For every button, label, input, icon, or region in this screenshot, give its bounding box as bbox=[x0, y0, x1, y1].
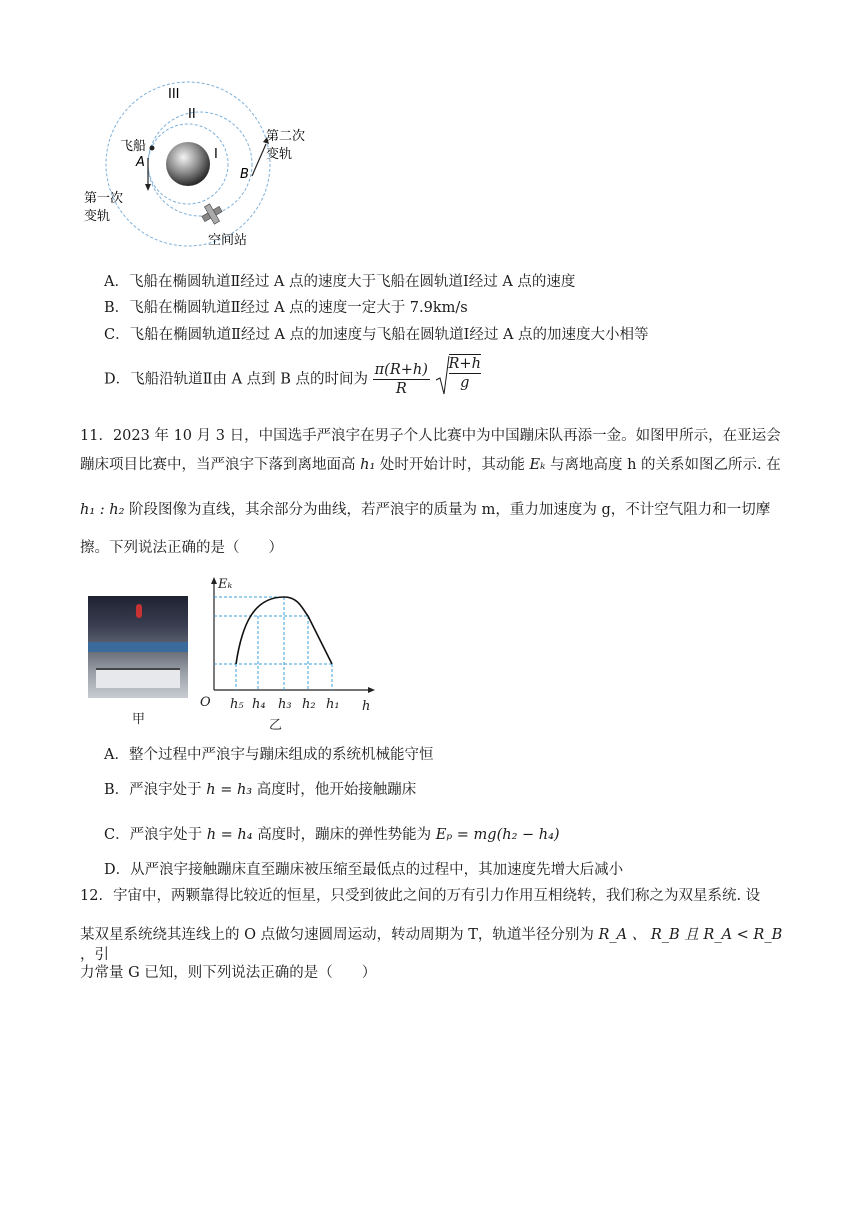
q11-line1: 11．2023 年 10 月 3 日，中国选手严浪宇在男子个人比赛中为中国蹦床队再添一金。如图甲所示，在亚运会 bbox=[80, 428, 781, 444]
x-axis-label: h bbox=[362, 699, 371, 714]
q11-line4: 擦。下列说法正确的是（ ） bbox=[80, 540, 283, 556]
photo-band bbox=[88, 642, 188, 652]
q11-opt-c-pre: C．严浪宇处于 bbox=[104, 827, 203, 843]
q11-opt-b-pre: B．严浪宇处于 bbox=[104, 782, 202, 798]
photo-trampoline bbox=[96, 668, 180, 688]
q10-option-d-text: D．飞船沿轨道Ⅱ由 A 点到 B 点的时间为 bbox=[104, 371, 369, 388]
q11-option-d: D．从严浪宇接触蹦床直至蹦床被压缩至最低点的过程中，其加速度先增大后减小 bbox=[104, 862, 624, 878]
x-tick-label-0: h₅ bbox=[230, 697, 244, 712]
photo-caption: 甲 bbox=[132, 712, 146, 727]
label-b: B bbox=[240, 167, 249, 182]
x-tick-label-2: h₃ bbox=[278, 697, 292, 712]
q10-option-a: A．飞船在椭圆轨道Ⅱ经过 A 点的速度大于飞船在圆轨道Ⅰ经过 A 点的速度 bbox=[104, 274, 576, 290]
x-tick-label-1: h₄ bbox=[252, 697, 266, 712]
y-axis-arrow bbox=[211, 577, 217, 584]
q11-opt-c-mid: 高度时，蹦床的弹性势能为 bbox=[257, 827, 432, 843]
q11-line2c: 处时开始计时，其动能 bbox=[379, 457, 525, 473]
x-tick-label-4: h₁ bbox=[326, 697, 340, 712]
q11-option-b bbox=[104, 780, 416, 800]
q10-option-d bbox=[104, 354, 481, 405]
q12-line2c: ，引 bbox=[80, 947, 109, 963]
sqrt-num: R+h bbox=[448, 356, 481, 372]
station-icon bbox=[198, 200, 225, 227]
q11-option-a: A．整个过程中严浪宇与蹦床组成的系统机械能守恒 bbox=[104, 747, 434, 763]
label-station: 空间站 bbox=[208, 233, 248, 248]
label-first-1: 第一次 bbox=[84, 191, 124, 206]
arrow-b bbox=[252, 144, 266, 176]
label-first-2: 变轨 bbox=[84, 209, 111, 224]
q10-option-d-fraction bbox=[373, 361, 430, 398]
origin-label: O bbox=[200, 695, 211, 710]
y-axis-label: Eₖ bbox=[218, 577, 233, 592]
photo-athlete bbox=[136, 604, 142, 618]
sqrt-den: g bbox=[460, 375, 470, 391]
q11-line2e: 与离地高度 h 的关系如图乙所示. 在 bbox=[549, 457, 781, 473]
x-tick-label-3: h₂ bbox=[302, 697, 316, 712]
q11-line2a: 蹦床项目比赛中，当严浪宇下落到离地面高 bbox=[80, 457, 356, 473]
arrow-a-head bbox=[145, 184, 151, 191]
q12-line1: 12．宇宙中，两颗靠得比较近的恒星，只受到彼此之间的万有引力作用互相绕转，我们称之为双星系统. 设 bbox=[80, 888, 761, 904]
q11-opt-b-post: 高度时，他开始接触蹦床 bbox=[256, 782, 417, 798]
q11-option-c bbox=[104, 825, 560, 845]
q11-line2 bbox=[80, 455, 792, 475]
trampoline-photo bbox=[88, 596, 188, 698]
q11-h1h2: h₁ : h₂ bbox=[80, 502, 125, 518]
label-second-1: 第二次 bbox=[266, 129, 306, 144]
planet bbox=[166, 142, 210, 186]
q11-h1: h₁ bbox=[360, 457, 376, 473]
x-axis-arrow bbox=[368, 687, 375, 693]
frac-den: R bbox=[395, 381, 407, 397]
q11-line3 bbox=[80, 500, 792, 520]
frac-num: π(R+h) bbox=[374, 362, 428, 378]
q10-option-b: B．飞船在椭圆轨道Ⅱ经过 A 点的速度一定大于 7.9km/s bbox=[104, 300, 468, 316]
q11-opt-b-math: h = h₃ bbox=[206, 782, 253, 798]
q12-line2a: 某双星系统绕其连线上的 O 点做匀速圆周运动，转动周期为 T，轨道半径分别为 bbox=[80, 927, 594, 943]
q11-line3b: 阶段图像为直线，其余部分为曲线，若严浪宇的质量为 m，重力加速度为 g，不计空气阻力和一切摩 bbox=[129, 502, 771, 518]
label-i: I bbox=[214, 147, 218, 162]
q12-line2 bbox=[80, 925, 792, 965]
label-iii: III bbox=[168, 87, 180, 102]
q10-option-c: C．飞船在椭圆轨道Ⅱ经过 A 点的加速度与飞船在圆轨道Ⅰ经过 A 点的加速度大小相等 bbox=[104, 327, 649, 343]
label-ship: 飞船 bbox=[120, 139, 147, 154]
ship-dot bbox=[150, 146, 155, 151]
q11-ek: Eₖ bbox=[529, 457, 546, 473]
label-a: A bbox=[136, 155, 145, 170]
ek-chart bbox=[196, 572, 376, 722]
label-second-2: 变轨 bbox=[266, 147, 293, 162]
chart-caption: 乙 bbox=[269, 718, 283, 733]
q10-option-d-sqrt bbox=[435, 354, 481, 405]
q11-opt-c-math2: Eₚ = mg(h₂ − h₄) bbox=[435, 827, 560, 843]
q12-radii: R_A 、 R_B 且 R_A < R_B bbox=[598, 927, 783, 943]
label-ii: II bbox=[188, 107, 196, 122]
q11-opt-c-math: h = h₄ bbox=[206, 827, 253, 843]
q12-line3: 力常量 G 已知，则下列说法正确的是（ ） bbox=[80, 965, 377, 981]
orbit-figure bbox=[80, 80, 306, 250]
